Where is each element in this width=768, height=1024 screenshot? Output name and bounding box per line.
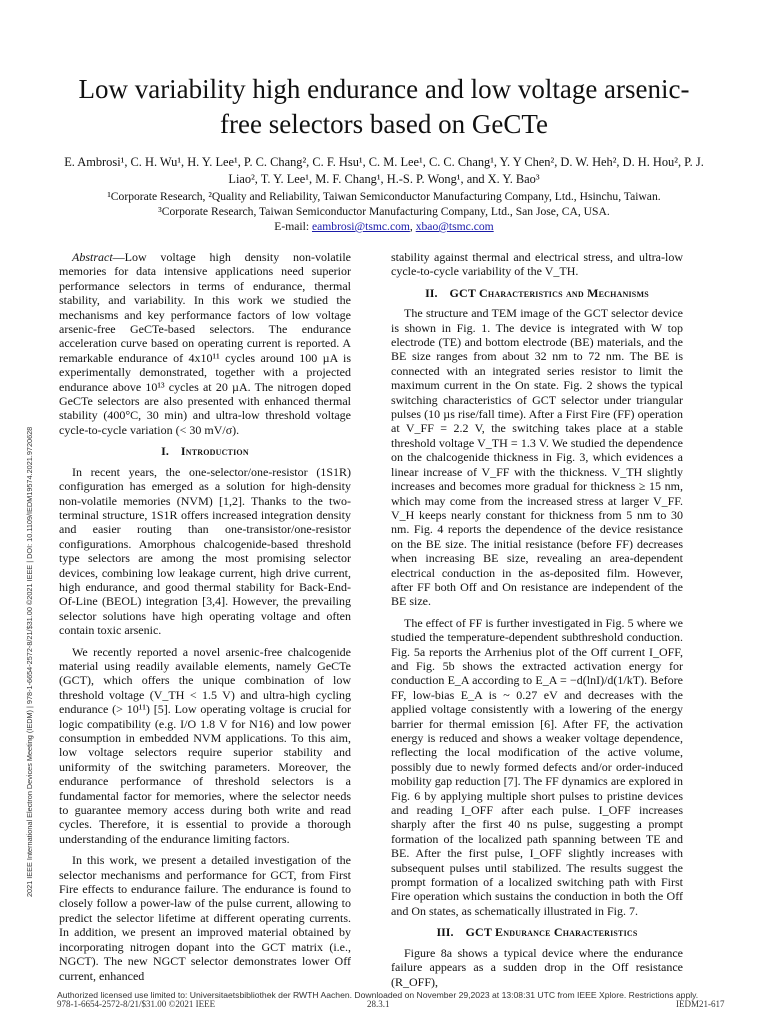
section-2-number: II. bbox=[425, 285, 438, 300]
license-notice: Authorized licensed use limited to: Universitaetsbibliothek der RWTH Aachen. Downloaded on November 29,2023 at 13:08:31 UTC from IEEE Xplore. Restrictions apply. bbox=[57, 990, 699, 1000]
email-link-2[interactable]: xbao@tsmc.com bbox=[415, 220, 494, 233]
email-link-1[interactable]: eambrosi@tsmc.com bbox=[311, 220, 410, 233]
right-column bbox=[391, 250, 683, 996]
abstract-text: —Low voltage high density non-volatile memories for data intensive applications need superior performance selectors in terms of endurance, thermal stability, and variability. In this work we studied the mechanisms and key performance factors of low voltage arsenic-free GeCTe-based selectors. The endurance acceleration curve based on operating current is reported. A remarkable endurance of 4x10¹¹ cycles around 100 µA is experimentally demonstrated, together with a projected endurance above 10¹³ cycles at 20 µA. The nitrogen doped GeCTe selectors are also presented with enhanced thermal stability (400°C, 30 min) and ultra-low threshold voltage cycle-to-cycle variation (< 30 mV/σ). bbox=[59, 250, 351, 437]
intro-paragraph-2: We recently reported a novel arsenic-free chalcogenide material using readily available elements, namely GeCTe (GCT), which offers the unique combination of low threshold voltage (V_TH < 1.5 V) and ultra-high cycling endurance (> 10¹¹) [5]. Low operating voltage is crucial for logic compatibility (e.g. I/O 1.8 V for N16) and low power consumption in embedded NVM applications. To this aim, low voltage selectors require superior stability and uniformity of the switching parameters. Moreover, the endurance performance of threshold selectors is a fundamental factor for memories, where the selector needs to guarantee memory access during both write and read cycles. Therefore, it is essential to provide a thorough understanding of the endurance limiting factors. bbox=[59, 644, 351, 846]
affiliation-2: ³Corporate Research, Taiwan Semiconductor Manufacturing Company, Ltd., San Jose, CA, USA. bbox=[158, 205, 610, 218]
paper-title: Low variability high endurance and low voltage arsenic-free selectors based on GeCTe bbox=[78, 74, 690, 139]
intro-paragraph-3: In this work, we present a detailed investigation of the selector mechanisms and performance for GCT, from First Fire effects to endurance failure. The endurance is found to closely follow a power-law of the pulse current, allowing to predict the selector lifetime at different operating currents. In addition, we present an improved material obtained by incorporating nitrogen dopant into the GCT matrix (i.e., NGCT). The new NGCT selector demonstrates lower Off current, enhanced bbox=[59, 853, 351, 983]
affiliations bbox=[40, 189, 728, 234]
section-1-number: I. bbox=[161, 444, 169, 459]
abstract bbox=[59, 250, 351, 437]
email-separator: , bbox=[409, 220, 416, 233]
section-3-number: III. bbox=[436, 925, 454, 940]
intro-paragraph-1: In recent years, the one-selector/one-resistor (1S1R) configuration has emerged as a solution for high-density non-volatile memories (NVM) [1,2]. Thanks to the two-terminal structure, 1S1R offers increased integration density and easier routing than one-transistor/one-resistor configurations. Amorphous chalcogenide-based threshold type selectors are among the most promising selector devices, combining low leakage current, high drive current, high endurance, and good thermal stability for Back-End-Of-Line (BEOL) integration [3,4]. However, the prevailing selector solutions have high operating voltage and often contain toxic arsenic. bbox=[59, 464, 351, 638]
abstract-label: Abstract bbox=[72, 250, 113, 264]
left-column bbox=[59, 250, 351, 990]
section-3-heading bbox=[391, 925, 683, 939]
section-1-title: Introduction bbox=[180, 444, 249, 459]
section-3-title: GCT Endurance Characteristics bbox=[465, 925, 638, 940]
intro-continuation: stability against thermal and electrical stress, and ultra-low cycle-to-cycle variability of the V_TH. bbox=[391, 250, 683, 279]
email-label: E-mail: bbox=[274, 220, 312, 233]
section-2-heading bbox=[391, 286, 683, 300]
affiliation-1: ¹Corporate Research, ²Quality and Reliability, Taiwan Semiconductor Manufacturing Company, Ltd., Hsinchu, Taiwan. bbox=[107, 190, 661, 203]
footer-conference: IEDM21-617 bbox=[676, 999, 725, 1009]
footer-isbn: 978-1-6654-2572-8/21/$31.00 ©2021 IEEE bbox=[57, 999, 216, 1009]
author-list: E. Ambrosi¹, C. H. Wu¹, H. Y. Lee¹, P. C. Chang², C. F. Hsu¹, C. M. Lee¹, C. C. Chang¹, Y. Y Chen², D. W. Heh², D. H. Hou², P. J. Liao², T. Y. Lee¹, M. F. Chang¹, H.-S. P. Wong¹, and X. Y. Bao³ bbox=[64, 155, 704, 186]
email-line bbox=[40, 219, 728, 234]
gct-paragraph-1: The structure and TEM image of the GCT selector device is shown in Fig. 1. The device is integrated with W top electrode (TE) and bottom electrode (BE) materials, and the BE size ranges from about 32 nm to 72 nm. The BE is connected with an integrated series resistor to limit the maximum current in the On state. Fig. 2 shows the typical switching characteristics of GCT selector under triangular pulses (10 µs rise/fall time). After a First Fire (FF) operation at V_FF = 2.2 V, the switching takes place at a stable threshold voltage V_TH = 1.3 V. We studied the dependence on the chalcogenide thickness in Fig. 3, which evidences a linear increase of V_FF with the thickness. V_TH slightly increases and becomes more gradual for thickness ≥ 15 nm, which may come from the increased stress at larger V_FF. V_H keeps nearly constant for thickness from 5 nm to 30 nm. Fig. 4 reports the dependence of the device resistance on the BE size. The initial resistance (before FF) decreases when increasing BE size, revealing an area-dependent electrical conduction in the as-deposited film. However, after FF both Off and On resistance are independent of the BE size. bbox=[391, 306, 683, 609]
doi-sidebar: 2021 IEEE International Electron Devices Meeting (IEDM) | 978-1-6654-2572-8/21/$31.00 ©2021 IEEE | DOI: 10.1109/IEDM19574.2021.9720628 bbox=[25, 426, 34, 897]
footer-page-number: 28.3.1 bbox=[367, 999, 390, 1009]
endurance-paragraph-1: Figure 8a shows a typical device where the endurance failure appears as a sudden drop in the Off resistance (R_OFF), bbox=[391, 945, 683, 989]
section-1-heading bbox=[59, 444, 351, 458]
gct-paragraph-2: The effect of FF is further investigated in Fig. 5 where we studied the temperature-dependent subthreshold conduction. Fig. 5a reports the Arrhenius plot of the Off current I_OFF, and Fig. 5b shows the extracted activation energy for conduction E_A according to E_A = −d(lnI)/d(1/kT). Before FF, low-bias E_A is ~ 0.27 eV and decreases with the applied voltage consistently with a lowering of the energy barrier for thermal emission [6]. After FF, the activation energy is reduced and shows a weaker voltage dependence, reflecting the local modification of the active volume, possibly due to newly formed defects and/or order-induced mobility gap reduction [7]. The FF dynamics are explored in Fig. 6 by applying multiple short pulses to pristine devices and reading I_OFF after each pulse. I_OFF increases sharply after the first 40 ns pulse, suggesting a prompt formation of the localized path spanning between TE and BE. After the first pulse, I_OFF slightly increases with subsequent pulses until stabilized. The results suggest the prompt formation of a localized switching path with First Fire operation which sustains the conduction in both the Off and On states, as schematically illustrated in Fig. 7. bbox=[391, 615, 683, 918]
section-2-title: GCT Characteristics and Mechanisms bbox=[449, 285, 649, 300]
